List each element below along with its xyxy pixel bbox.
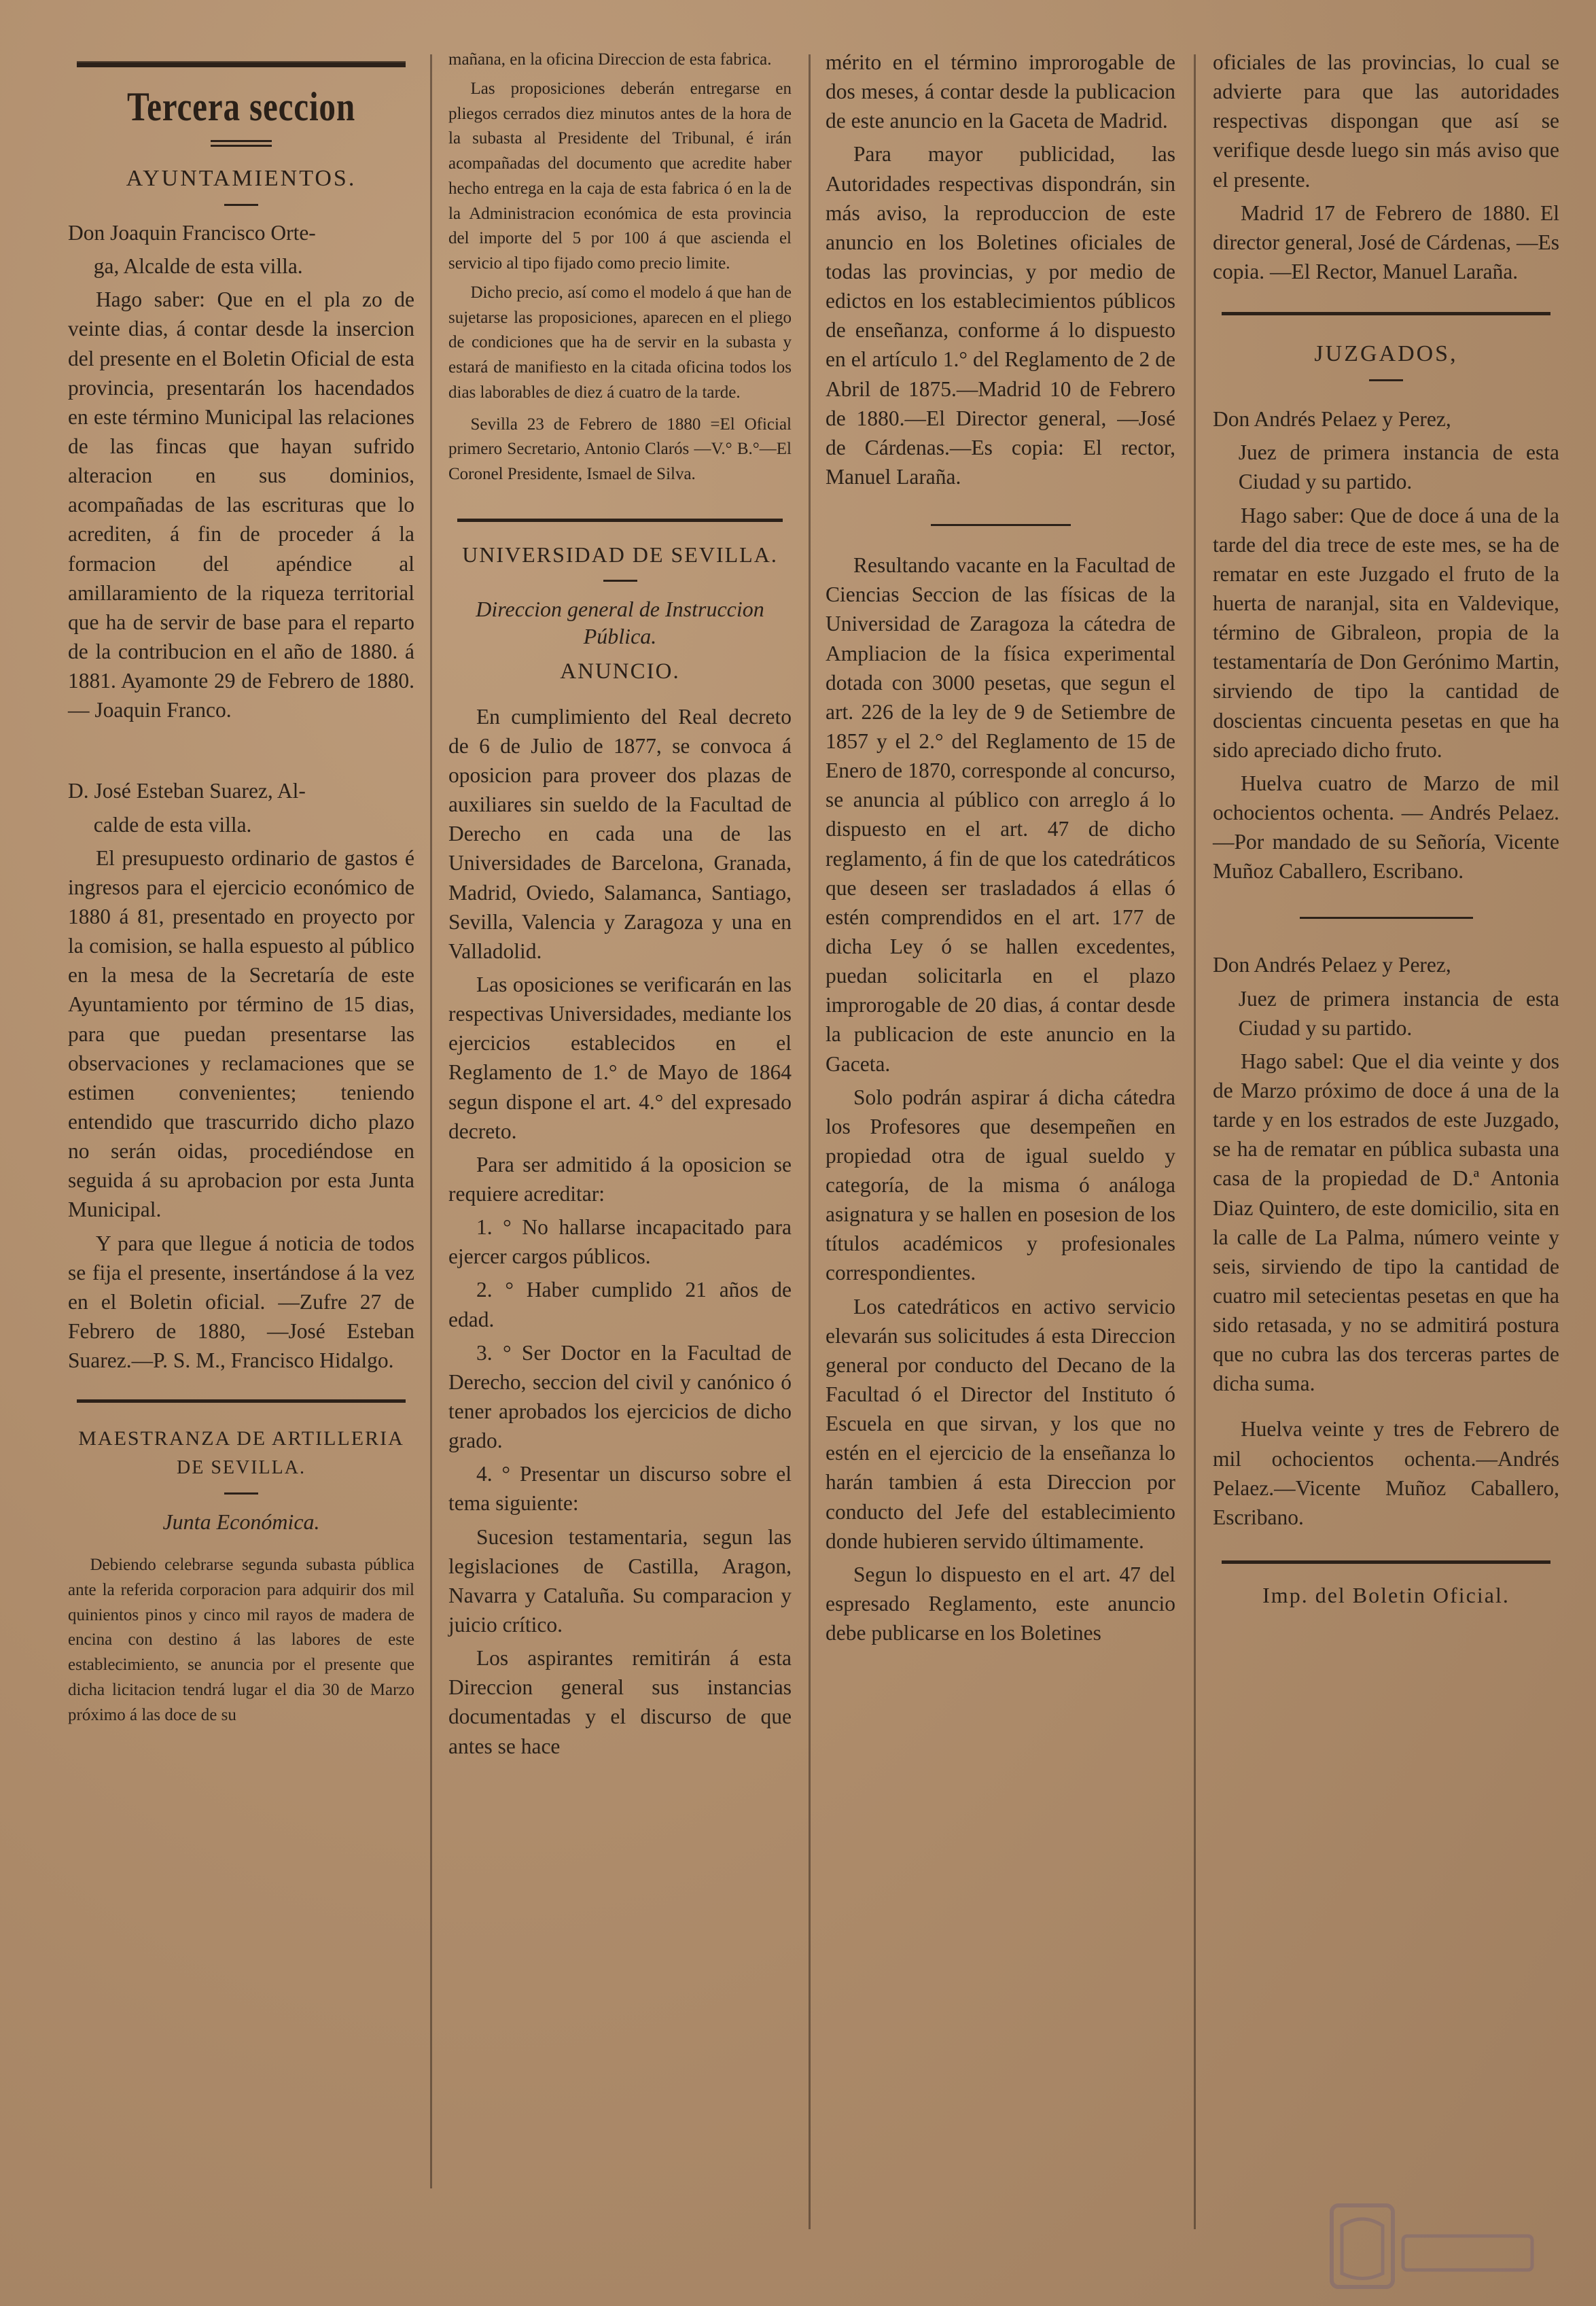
- anuncio-heading: ANUNCIO.: [560, 659, 680, 684]
- notice-lead: Don Andrés Pelaez y Perez,: [1213, 407, 1451, 432]
- notice-text: Hago sabel: Que el dia veinte y dos de Marzo próximo de doce á una de la tarde y en los estrados de este Juzgado, se ha de rematar en pública subasta una casa de la propiedad de D.ª Antonia Diaz Quintero, de este domicilio, sita en la calle de La Palma, número veinte y seis, sirviendo de tipo la cantidad de cuatro mil setecientas pesetas en que ha sido retasada, y no se admitirá postura que no cubra las dos terceras partes de dicha suma.: [1213, 1049, 1559, 1396]
- notice-text: Solo podrán aspirar á dicha cátedra los Profesores que desempeñen en propiedad otra de igual sueldo y categoría, de la misma ó análoga asignatura y se hallen en posesion de los títulos académicos y profesionales correspondientes.: [826, 1085, 1175, 1285]
- notice-text: Para mayor publicidad, las Autoridades respectivas dispondrán, sin más aviso, la reproduccion de este anuncio en los Boletines oficiales de todas las provincias, y por medio de edictos en los establecimientos públicos de enseñanza, conforme á lo dispuesto en el artículo 1.° del Reglamento de 2 de Abril de 1875.—Madrid 10 de Febrero de 1880.—El Director general, —José de Cárdenas.—Es copia: El rector, Manuel Laraña.: [826, 142, 1175, 489]
- column-3: [826, 48, 1175, 1652]
- notice-text: oficiales de las provincias, lo cual se advierte para que las autoridades respectivas dispongan que así se verifique desde luego sin más aviso que el presente.: [1213, 50, 1559, 192]
- section-title: Tercera seccion: [126, 84, 356, 129]
- notice-text: Las oposiciones se verificarán en las respectivas Universidades, mediante los ejercicios establecidos en el Reglamento de 1.° de Mayo de 1864 segun dispone el art. 4.° del expresado decreto.: [448, 973, 792, 1143]
- notice-text: Dicho precio, así como el modelo á que han de sujetarse las proposiciones, aparecen en el pliego de condiciones que ha de servir en la subasta y estará de manifiesto en la citada oficina todos los dias laborables de diez á cuatro de la tarde.: [448, 283, 792, 402]
- notice-text: mérito en el término improrogable de dos meses, á contar desde la publicacion de este anuncio en la Gaceta de Madrid.: [826, 50, 1175, 133]
- separator-rule: [1300, 917, 1473, 919]
- requirement-item: 3. ° Ser Doctor en la Facultad de Derecho, seccion del civil y canónico ó tener aprobados los ejercicios de dicho grado.: [448, 1340, 792, 1453]
- column-2: [448, 48, 792, 1765]
- short-rule: [1369, 379, 1403, 381]
- notice-lead: Juez de primera instancia de esta Ciudad y su partido.: [1238, 440, 1559, 494]
- column-4: [1213, 48, 1559, 1608]
- notice-text: Los aspirantes remitirán á esta Direccion general sus instancias documentadas y el discurso de que antes se hace: [448, 1646, 792, 1758]
- ornament-rule: [211, 140, 272, 147]
- essay-topic: Sucesion testamentaria, segun las legislaciones de Castilla, Aragon, Navarra y Cataluña. Su comparacion y juicio crítico.: [448, 1524, 792, 1637]
- notice-text: Y para que llegue á noticia de todos se fija el presente, insertándose á la vez en el Boletin oficial. —Zufre 27 de Febrero de 1880, —José Esteban Suarez.—P. S. M., Francisco Hidalgo.: [68, 1231, 414, 1373]
- notice-text: Debiendo celebrarse segunda subasta pública ante la referida corporacion para adquirir dos mil quinientos pinos y cinco mil rayos de madera de encina con destino á las labores de este establecimiento, se anuncia por el presente que dicha licitacion tendrá lugar el dia 30 de Marzo próximo á las doce de su: [68, 1556, 414, 1724]
- short-rule: [224, 1492, 258, 1495]
- notice-signature: Sevilla 23 de Febrero de 1880 =El Oficial primero Secretario, Antonio Clarós —V.° B.°—El Coronel Presidente, Ismael de Silva.: [448, 415, 792, 483]
- requirement-item: 1. ° No hallarse incapacitado para ejercer cargos públicos.: [448, 1215, 792, 1269]
- separator-rule: [1222, 1560, 1551, 1564]
- short-rule: [224, 204, 258, 206]
- short-rule: [603, 580, 637, 582]
- notice-lead: Don Andrés Pelaez y Perez,: [1213, 953, 1451, 977]
- notice-signature: Madrid 17 de Febrero de 1880. El director general, José de Cárdenas, —Es copia. —El Rector, Manuel Laraña.: [1213, 200, 1559, 283]
- notice-lead: ga, Alcalde de esta villa.: [93, 254, 303, 279]
- university-heading: UNIVERSIDAD DE SEVILLA.: [462, 542, 778, 567]
- printer-imprint: Imp. del Boletin Oficial.: [1262, 1583, 1510, 1608]
- notice-text: Para ser admitido á la oposicion se requiere acreditar:: [448, 1152, 792, 1206]
- notice-lead: D. José Esteban Suarez, Al-: [68, 779, 306, 803]
- column-divider: [1194, 54, 1196, 2229]
- notice-signature: Huelva veinte y tres de Febrero de mil ochocientos ochenta.—Andrés Pelaez.—Vicente Muñoz Caballero, Escribano.: [1213, 1417, 1559, 1529]
- notice-lead: calde de esta villa.: [93, 812, 252, 837]
- library-watermark: [1325, 2199, 1542, 2294]
- separator-rule: [931, 524, 1071, 526]
- separator-rule: [77, 1399, 406, 1403]
- ayuntamientos-heading: AYUNTAMIENTOS.: [126, 166, 357, 191]
- juzgados-heading: JUZGADOS,: [1314, 341, 1458, 367]
- column-1: [68, 48, 414, 1732]
- notice-text: Hago saber: Que de doce á una de la tarde del dia trece de este mes, se ha de rematar en este Juzgado el fruto de la huerta de naranjal, sita en Valdevique, término de Gibraleon, propia de la testamentaría de Don Gerónimo Martin, sirviendo de tipo la cantidad de doscientas cincuenta pesetas en que ha sido apreciado dicho fruto.: [1213, 503, 1559, 762]
- requirement-item: 4. ° Presentar un discurso sobre el tema siguiente:: [448, 1462, 792, 1516]
- notice-text: mañana, en la oficina Direccion de esta fabrica.: [448, 50, 772, 69]
- notice-text: En cumplimiento del Real decreto de 6 de Julio de 1877, se convoca á oposicion para proveer dos plazas de auxiliares sin sueldo de la Facultad de Derecho en cada una de las Universidades de Barcelona, Granada, Madrid, Oviedo, Salamanca, Santiago, Sevilla, Valencia y Zaragoza y una en Valladolid.: [448, 704, 792, 963]
- notice-signature: Huelva cuatro de Marzo de mil ochocientos ochenta. — Andrés Pelaez.—Por mandado de su Señoría, Vicente Muñoz Caballero, Escribano.: [1213, 771, 1559, 884]
- requirement-item: 2. ° Haber cumplido 21 años de edad.: [448, 1278, 792, 1331]
- notice-text: Segun lo dispuesto en el art. 47 del espresado Reglamento, este anuncio debe publicarse en los Boletines: [826, 1562, 1175, 1645]
- maestranza-subheading: DE SEVILLA.: [177, 1457, 306, 1479]
- separator-rule: [457, 519, 783, 522]
- column-divider: [430, 54, 432, 2188]
- notice-text: Las proposiciones deberán entregarse en pliegos cerrados diez minutos antes de la hora de la subasta al Presidente del Tribunal, é irán acompañadas del documento que acredite haber hecho entrega en la caja de esta fabrica ó en la de la Administracion económica de esta provincia del importe del 5 por 100 á que ascienda el servicio al tipo fijado como precio limite.: [448, 79, 792, 273]
- notice-text: Hago saber: Que en el pla zo de veinte dias, á contar desde la insercion del presente en el Boletin Oficial de esta provincia, presentarán los hacendados en este término Municipal las relaciones de las fincas que hayan sufrido alteracion en sus dominios, acompañadas de las escrituras que lo acrediten, á fin de proceder á la formacion del apéndice al amillaramiento de la riqueza territorial que ha de servir de base para el reparto de la contribucion en el año de 1880. á 1881. Ayamonte 29 de Febrero de 1880. — Joaquin Franco.: [68, 287, 414, 722]
- section-rule: [77, 61, 406, 67]
- junta-heading: Junta Económica.: [162, 1509, 320, 1535]
- notice-lead: Juez de primera instancia de esta Ciudad y su partido.: [1238, 986, 1559, 1040]
- notice-text: Los catedráticos en activo servicio elevarán sus solicitudes á esta Direccion general por conducto del Decano de la Facultad ó el Director del Instituto ó Escuela en que sirvan, y los que no estén en el ejercicio de la enseñanza lo harán tambien á esta Direccion por conducto del Jefe del establecimiento donde hubieren servido últimamente.: [826, 1294, 1175, 1553]
- notice-text: Resultando vacante en la Facultad de Ciencias Seccion de las físicas de la Universidad de Zaragoza la cátedra de Ampliacion de la física experimental dotada con 3000 pesetas, que segun el art. 226 de la ley de 9 de Setiembre de 1857 y el 2.° del Reglamento de 15 de Enero de 1870, corresponde al concurso, se anuncia al público con arreglo á lo dispuesto en el art. 47 de dicho reglamento, á fin de que los catedráticos que deseen ser trasladados á ellas ó estén comprendidos en el art. 177 de dicha Ley ó se hallen excedentes, puedan solicitarla en el plazo improrogable de 20 dias, á contar desde la publicacion de este anuncio en la Gaceta.: [826, 553, 1175, 1076]
- maestranza-heading: MAESTRANZA DE ARTILLERIA: [78, 1427, 404, 1450]
- direccion-heading: Direccion general de Instruccion Pública.: [476, 596, 764, 648]
- column-divider: [809, 54, 811, 2229]
- notice-lead: Don Joaquin Francisco Orte-: [68, 221, 316, 245]
- notice-text: El presupuesto ordinario de gastos é ingresos para el ejercicio económico de 1880 á 81, presentado en proyecto por la comision, se halla espuesto al público en la mesa de la Secretaría de este Ayuntamiento por término de 15 dias, para que puedan presentarse las observaciones y reclamaciones que se estimen convenientes; teniendo entendido que trascurrido dicho plazo no serán oidas, procediéndose en seguida á su aprobacion por esta Junta Municipal.: [68, 845, 414, 1222]
- separator-rule: [1222, 312, 1551, 315]
